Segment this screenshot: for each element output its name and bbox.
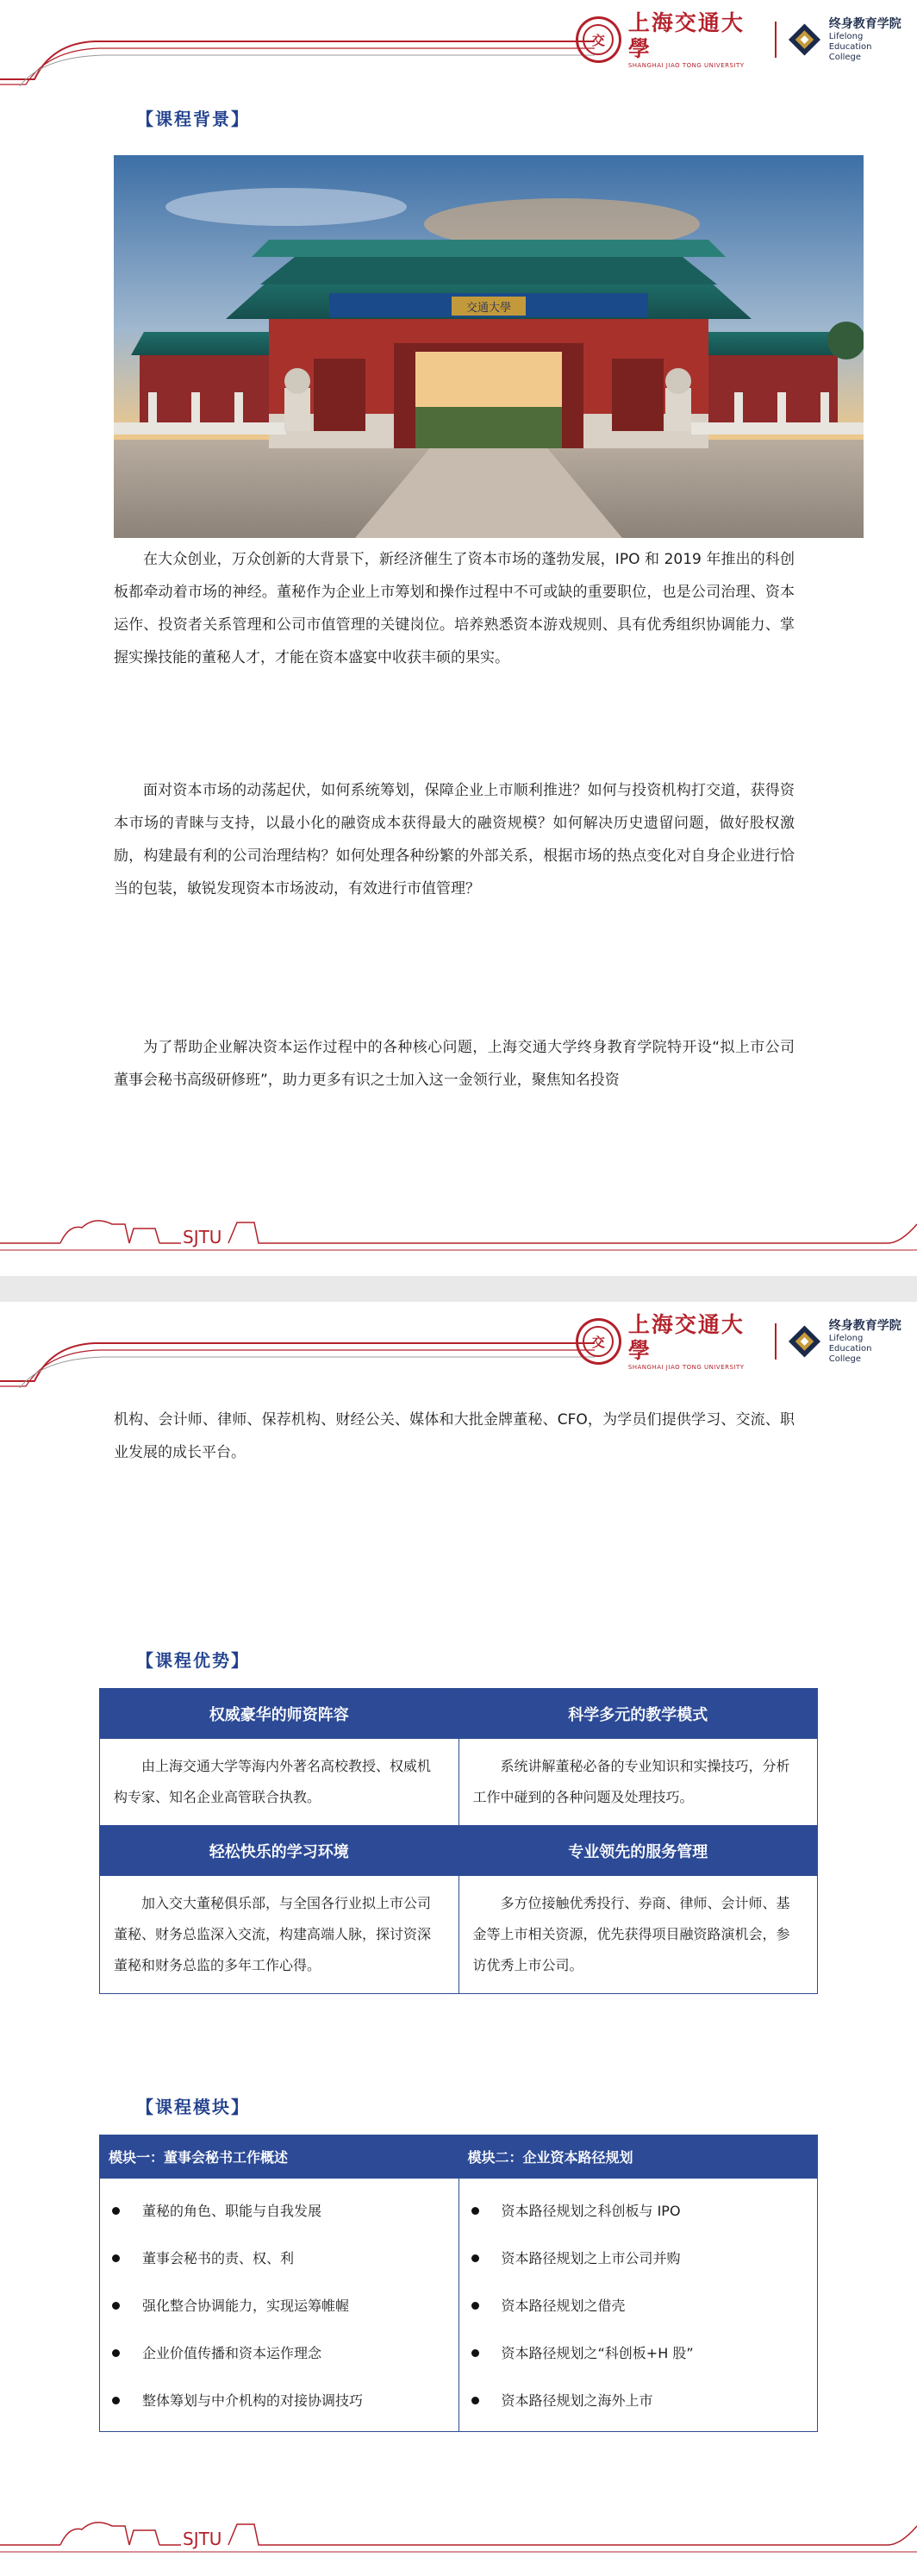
- module-item: [112, 2282, 450, 2329]
- advantage-title-3: 轻松快乐的学习环境: [100, 1826, 459, 1876]
- module-item: [112, 2377, 450, 2424]
- seal-char: 交: [583, 24, 614, 55]
- advantage-body-3: [100, 1876, 459, 1994]
- section-title-background: 【课程背景】: [136, 109, 250, 129]
- module-item-text: 资本路径规划之“科创板+H 股”: [501, 2345, 694, 2361]
- footer-mark: SJTU: [183, 1227, 222, 1247]
- module-item: [112, 2235, 450, 2282]
- bullet-icon: [112, 2397, 120, 2404]
- background-continuation: 机构、会计师、律师、保荐机构、财经公关、媒体和大批金牌董秘、CFO，为学员们提供学习、交流、职业发展的成长平台。: [114, 1411, 795, 1461]
- logo-divider: [775, 22, 777, 58]
- background-paragraph-2: 面对资本市场的动荡起伏，如何系统筹划，保障企业上市顺利推进？如何与投资机构打交道，获得资本市场的青睐与支持，以最小化的融资成本获得最大的融资规模？如何解决历史遗留问题，做好股权激励，构建最有利的公司治理结构？如何处理各种纷繁的外部关系，根据市场的热点变化对自身企业进行恰当的包装，敏锐发现资本市场波动，有效进行市值管理？: [114, 782, 795, 897]
- module-item-text: 资本路径规划之借壳: [501, 2298, 626, 2314]
- module-list-2: [458, 2179, 818, 2432]
- bullet-icon: [471, 2254, 479, 2262]
- bullet-icon: [112, 2207, 120, 2215]
- bullet-icon: [471, 2349, 479, 2357]
- advantage-title-4: 专业领先的服务管理: [458, 1826, 818, 1876]
- college-name-cn: 终身教育学院: [828, 1319, 901, 1333]
- bullet-icon: [112, 2254, 120, 2262]
- seal-char: 交: [583, 1326, 614, 1357]
- bullet-icon: [471, 2207, 479, 2215]
- header-logos: [576, 12, 907, 67]
- university-name: [628, 10, 764, 69]
- university-seal-icon: [576, 16, 621, 63]
- footer-mark: SJTU: [183, 2529, 222, 2549]
- module-item: [471, 2377, 809, 2424]
- module-item: [471, 2187, 809, 2235]
- university-name-cn: 上海交通大學: [627, 1312, 745, 1363]
- advantage-title-2: 科学多元的教学模式: [458, 1689, 818, 1739]
- university-name-en: SHANGHAI JIAO TONG UNIVERSITY: [627, 1364, 745, 1371]
- module-title-1: 模块一：董事会秘书工作概述: [100, 2135, 459, 2179]
- advantage-text-1: 由上海交通大学等海内外著名高校教授、权威机构专家、知名企业高管联合执教。: [114, 1758, 432, 1805]
- page-gap: [0, 1276, 917, 1302]
- university-name: [628, 1312, 764, 1371]
- college-name-en-1: Lifelong Education: [828, 1334, 872, 1354]
- module-item-text: 董事会秘书的责、权、利: [142, 2250, 295, 2267]
- college-name-en-1: Lifelong Education: [828, 32, 872, 52]
- college-name: [829, 16, 907, 63]
- advantage-text-4: 多方位接触优秀投行、券商、律师、会计师、基金等上市相关资源，优先获得项目融资路演机会，参访优秀上市公司。: [472, 1895, 790, 1973]
- university-seal-icon: [576, 1318, 621, 1365]
- college-name-cn: 终身教育学院: [828, 17, 901, 31]
- module-item: [112, 2329, 450, 2377]
- advantage-text-3: 加入交大董秘俱乐部，与全国各行业拟上市公司董秘、财务总监深入交流，构建高端人脉，探讨资深董秘和财务总监的多年工作心得。: [114, 1895, 432, 1973]
- header-logos: [576, 1314, 907, 1369]
- bullet-icon: [471, 2302, 479, 2310]
- module-title-2: 模块二：企业资本路径规划: [458, 2135, 818, 2179]
- header-decoration: [0, 1328, 595, 1388]
- module-item-text: 资本路径规划之上市公司并购: [501, 2250, 681, 2267]
- module-item: [471, 2329, 809, 2377]
- college-name: [829, 1318, 907, 1365]
- module-item: [471, 2235, 809, 2282]
- university-name-en: SHANGHAI JIAO TONG UNIVERSITY: [627, 62, 745, 69]
- college-name-en-2: College: [828, 53, 862, 62]
- footer-decoration: [0, 1190, 917, 1267]
- module-item-text: 董秘的角色、职能与自我发展: [142, 2203, 322, 2219]
- module-item-text: 整体筹划与中介机构的对接协调技巧: [142, 2392, 364, 2409]
- module-item-text: 资本路径规划之海外上市: [501, 2392, 653, 2409]
- bullet-icon: [112, 2302, 120, 2310]
- section-title-advantages: 【课程优势】: [136, 1650, 250, 1671]
- module-item-text: 强化整合协调能力，实现运筹帷幄: [142, 2298, 350, 2314]
- footer-decoration: [0, 2492, 917, 2569]
- advantage-body-2: [458, 1739, 818, 1826]
- advantage-text-2: 系统讲解董秘必备的专业知识和实操技巧，分析工作中碰到的各种问题及处理技巧。: [472, 1758, 790, 1805]
- college-name-en-2: College: [828, 1354, 862, 1364]
- page-2: [0, 1302, 917, 2576]
- advantage-title-1: 权威豪华的师资阵容: [100, 1689, 459, 1739]
- module-list-1: [100, 2179, 459, 2432]
- bullet-icon: [112, 2349, 120, 2357]
- background-paragraph-3: 为了帮助企业解决资本运作过程中的各种核心问题，上海交通大学终身教育学院特开设“拟上市公司董事会秘书高级研修班”，助力更多有识之士加入这一金领行业，聚焦知名投资: [114, 1039, 795, 1089]
- university-name-cn: 上海交通大學: [627, 10, 745, 61]
- gate-plaque: 交通大學: [465, 302, 512, 315]
- background-paragraph-1: 在大众创业，万众创新的大背景下，新经济催生了资本市场的蓬勃发展，IPO 和 2019 年推出的科创板都牵动着市场的神经。董秘作为企业上市筹划和操作过程中不可或缺的重要职位，也是公司治理、资本运作、投资者关系管理和公司市值管理的关键岗位。培养熟悉资本游戏规则、具有优秀组织协调能力、掌握实操技能的董秘人才，才能在资本盛宴中收获丰硕的果实。: [114, 551, 795, 666]
- module-item: [112, 2187, 450, 2235]
- header-decoration: [0, 26, 595, 86]
- college-logo-icon: [787, 22, 822, 58]
- advantage-body-4: [458, 1876, 818, 1994]
- advantage-body-1: [100, 1739, 459, 1826]
- logo-divider: [775, 1323, 777, 1360]
- bullet-icon: [471, 2397, 479, 2404]
- campus-gate-photo: [114, 155, 864, 538]
- module-item-text: 企业价值传播和资本运作理念: [142, 2345, 322, 2361]
- college-logo-icon: [787, 1323, 822, 1360]
- page-1: [0, 0, 917, 1276]
- module-item-text: 资本路径规划之科创板与 IPO: [501, 2203, 681, 2219]
- advantages-table: [99, 1688, 818, 1994]
- module-item: [471, 2282, 809, 2329]
- section-title-modules: 【课程模块】: [136, 2097, 250, 2117]
- modules-table: [99, 2135, 818, 2432]
